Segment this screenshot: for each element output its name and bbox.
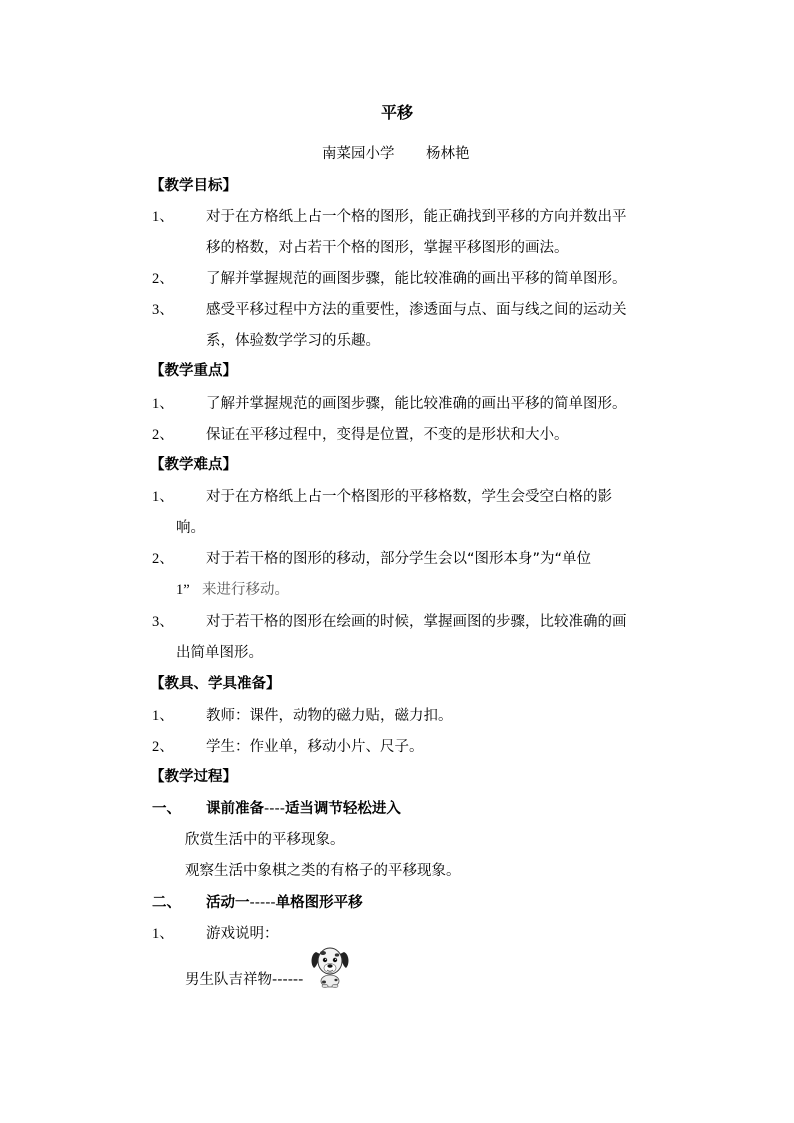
process-part1-title-dashes: ---- [264, 801, 285, 817]
goal-1-number: 1、 [152, 209, 174, 225]
key-point-2-number: 2、 [152, 427, 174, 443]
material-2-line1: 学生：作业单，移动小片、尺子。 [206, 739, 424, 755]
process-part2-item-text: 游戏说明： [206, 926, 279, 942]
process-part2-title-c: 单格图形平移 [275, 895, 363, 911]
process-part1-title-a: 课前准备 [206, 801, 264, 817]
material-1-line1: 教师：课件，动物的磁力贴，磁力扣。 [206, 708, 453, 724]
material-1-number: 1、 [152, 708, 174, 724]
section-heading-materials: 【教具、学具准备】 [150, 676, 281, 692]
goal-1-line2: 移的格数，对占若干个格的图形，掌握平移图形的画法。 [206, 240, 569, 256]
author-name: 杨林艳 [426, 146, 470, 162]
process-part1-title [206, 800, 401, 818]
key-point-2-line1: 保证在平移过程中，变得是位置，不变的是形状和大小。 [206, 427, 569, 443]
difficulty-3-number: 3、 [152, 614, 174, 630]
goal-1-line1: 对于在方格纸上占一个格的图形，能正确找到平移的方向并数出平 [206, 209, 627, 225]
difficulty-2-line2-prefix: 1” [176, 582, 190, 598]
process-part2-number: 二、 [152, 895, 181, 911]
section-heading-key-points: 【教学重点】 [150, 363, 237, 379]
difficulty-3-line2: 出简单图形。 [176, 645, 263, 661]
goal-3-number: 3、 [152, 302, 174, 318]
process-part2-title-a: 活动一 [206, 895, 250, 911]
goal-3-line1: 感受平移过程中方法的重要性，渗透面与点、面与线之间的运动关 [206, 302, 627, 318]
section-heading-goals: 【教学目标】 [150, 178, 237, 194]
section-heading-difficulties: 【教学难点】 [150, 457, 237, 473]
page-title: 平移 [381, 103, 414, 122]
goal-2-line1: 了解并掌握规范的画图步骤，能比较准确的画出平移的简单图形。 [206, 271, 627, 287]
goal-3-line2: 系，体验数学学习的乐趣。 [206, 333, 380, 349]
difficulty-1-number: 1、 [152, 489, 174, 505]
author-school: 南菜园小学 [322, 146, 395, 162]
material-2-number: 2、 [152, 739, 174, 755]
process-part1-line2: 观察生活中象棋之类的有格子的平移现象。 [185, 863, 461, 879]
difficulty-2-line2-rest: 来进行移动。 [202, 582, 289, 598]
goal-2-number: 2、 [152, 271, 174, 287]
process-part1-number: 一、 [152, 801, 181, 817]
process-part2-title-dashes: ----- [249, 895, 276, 911]
process-part2-item-number: 1、 [152, 926, 174, 942]
dog-mascot-icon [310, 944, 350, 988]
section-heading-process: 【教学过程】 [150, 769, 237, 785]
difficulty-2-line1: 对于若干格的图形的移动，部分学生会以“图形本身”为“单位 [206, 551, 592, 567]
difficulty-3-line1: 对于若干格的图形在绘画的时候，掌握画图的步骤，比较准确的画 [206, 614, 627, 630]
key-point-1-number: 1、 [152, 396, 174, 412]
difficulty-1-line1: 对于在方格纸上占一个格图形的平移格数，学生会受空白格的影 [206, 489, 612, 505]
difficulty-2-number: 2、 [152, 551, 174, 567]
process-part1-line1: 欣赏生活中的平移现象。 [185, 832, 345, 848]
process-part1-title-c: 适当调节轻松进入 [284, 801, 401, 817]
process-part2-title [206, 894, 363, 912]
key-point-1-line1: 了解并掌握规范的画图步骤，能比较准确的画出平移的简单图形。 [206, 396, 627, 412]
difficulty-1-line2: 响。 [176, 520, 205, 536]
mascot-label: 男生队吉祥物------ [185, 972, 304, 988]
